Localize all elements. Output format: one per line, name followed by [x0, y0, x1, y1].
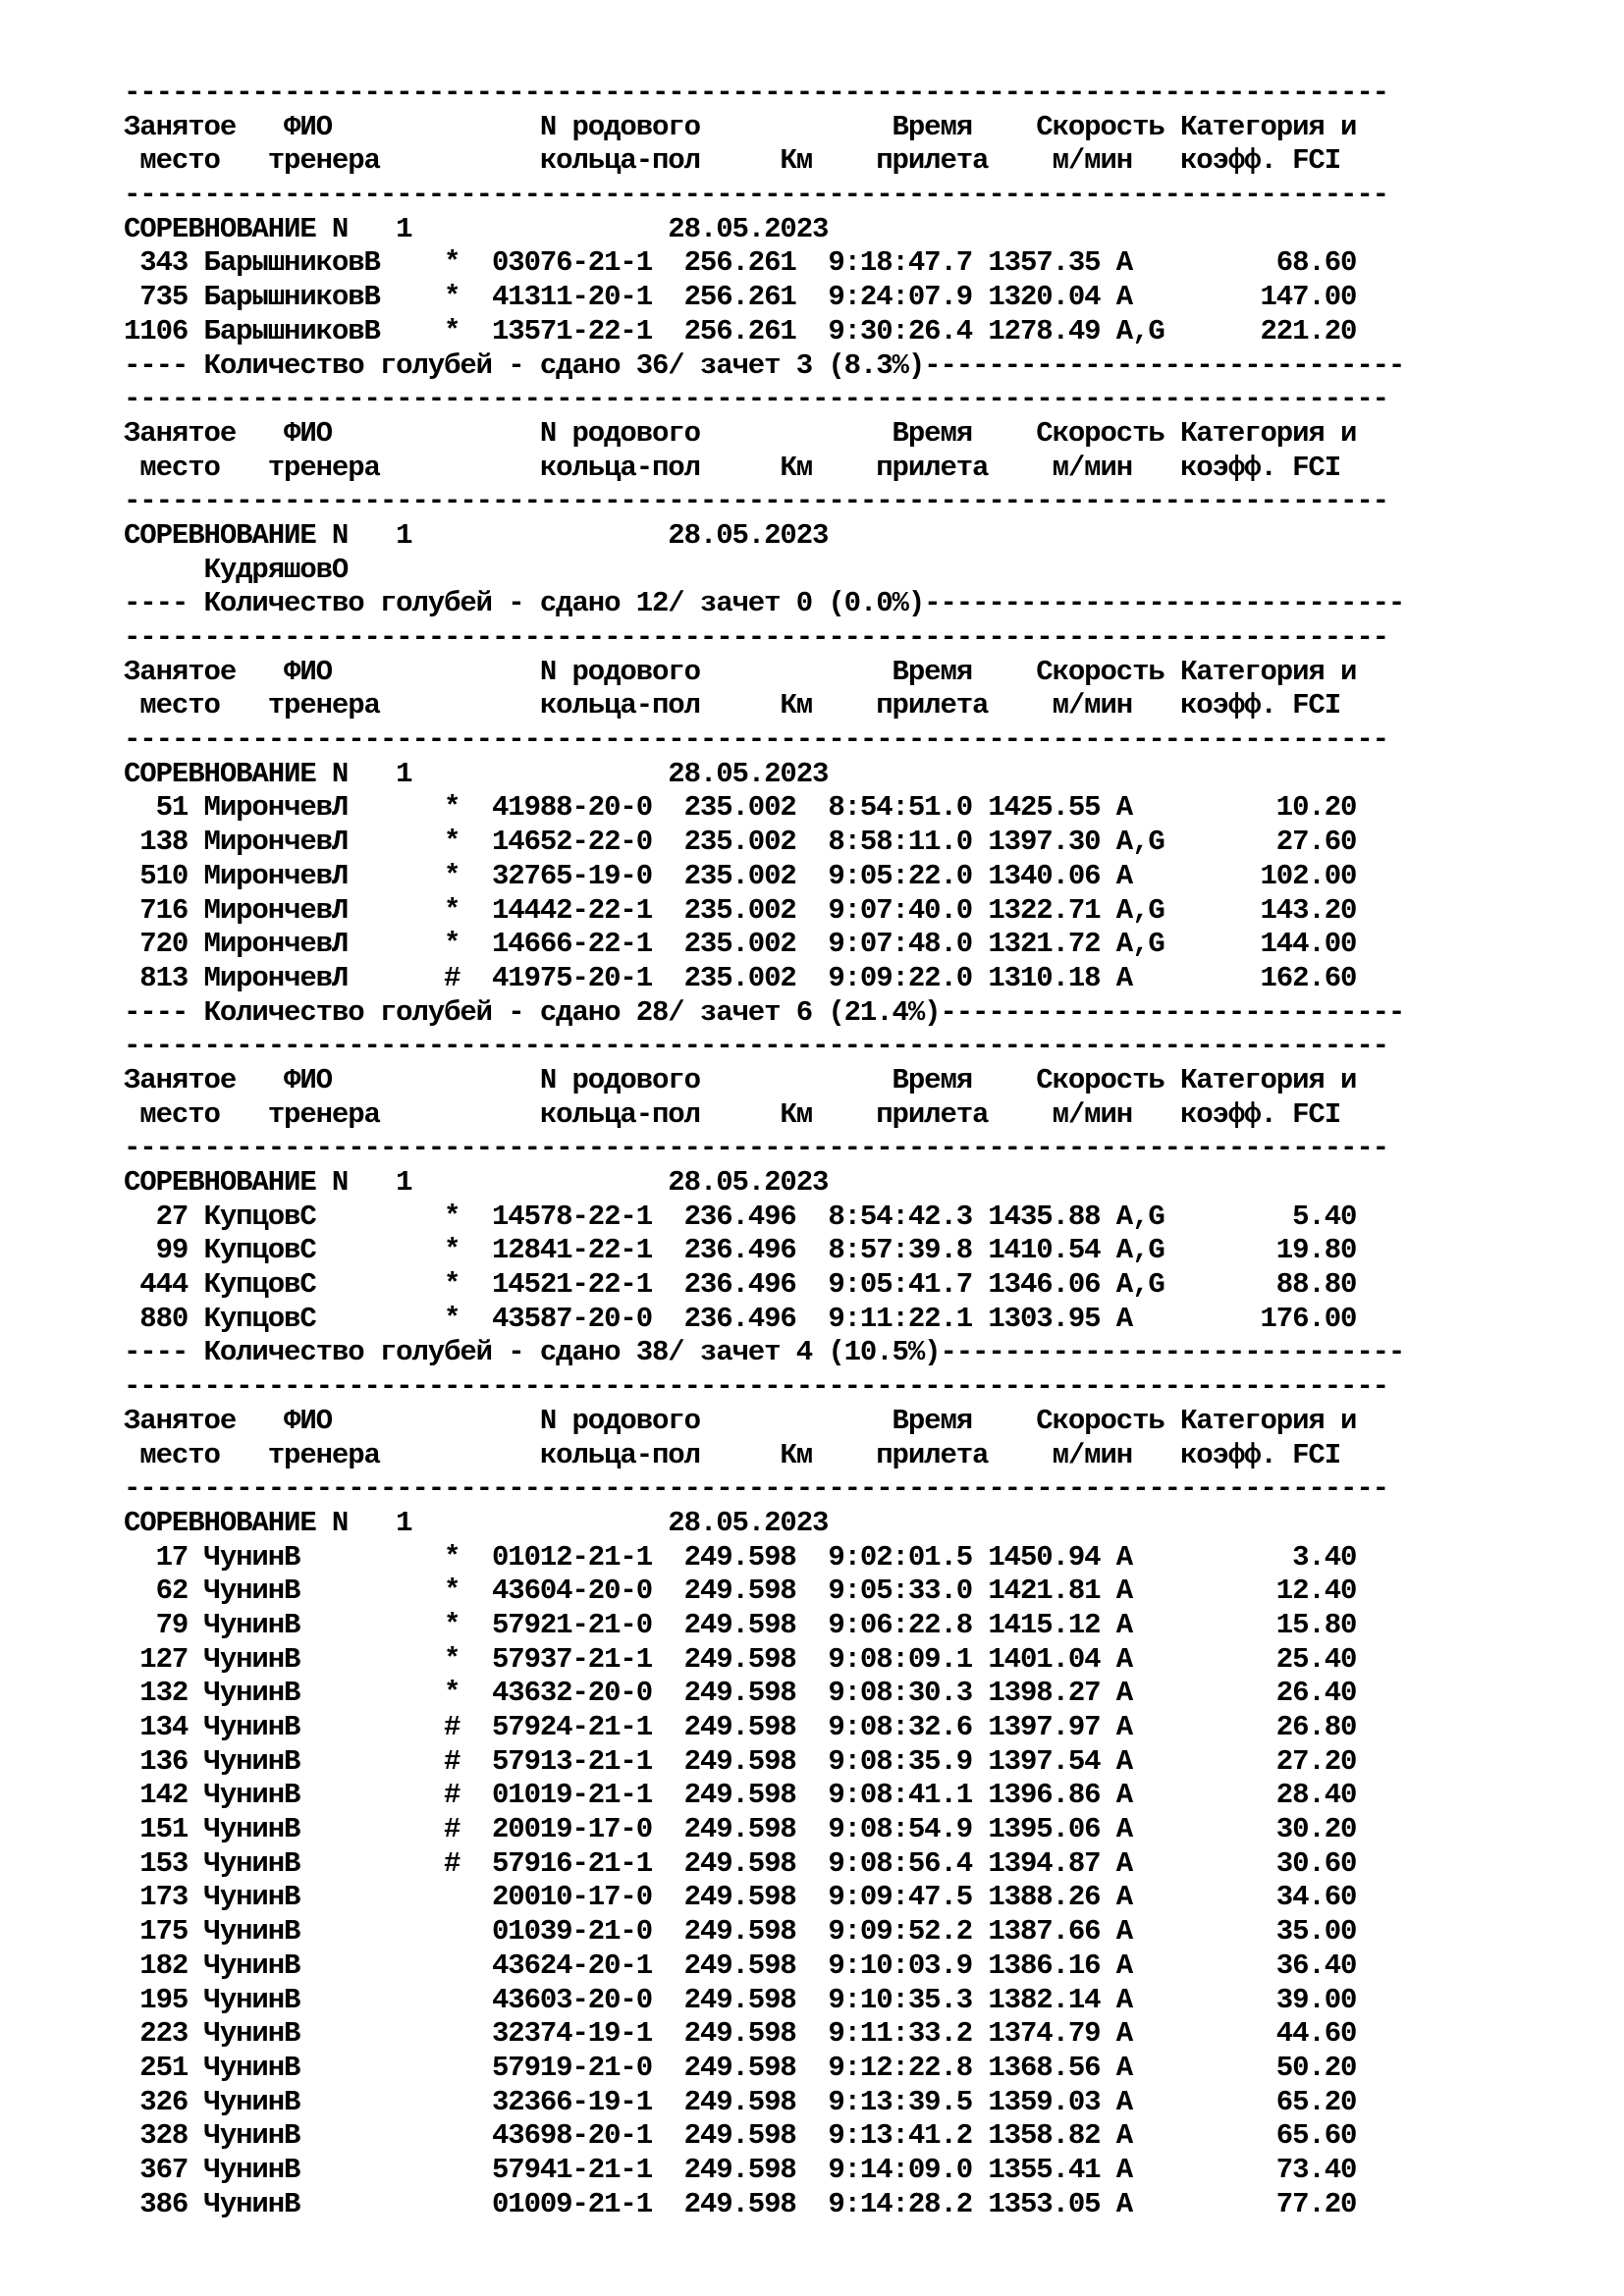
table-row: 134 ЧунинВ # 57924-21-1 249.598 9:08:32.6 1397.97 A 26.80 — [124, 1711, 1357, 1743]
table-row: 175 ЧунинВ 01039-21-0 249.598 9:09:52.2 1387.66 A 35.00 — [124, 1915, 1357, 1949]
table-row: 343 БарышниковВ * 03076-21-1 256.261 9:18:47.7 1357.35 A 68.60 — [124, 246, 1357, 280]
competition-line: СОРЕВНОВАНИЕ N 1 28.05.2023 — [124, 1506, 829, 1539]
separator-line: ------------------------------------------------------------------------------- — [124, 1030, 1388, 1063]
summary-line: ---- Количество голубей - сдано 12/ зачет 0 (0.0%)------------------------------ — [124, 587, 1405, 620]
table-row: 127 ЧунинВ * 57937-21-1 249.598 9:08:09.1 1401.04 A 25.40 — [124, 1642, 1357, 1676]
table-row: 367 ЧунинВ 57941-21-1 249.598 9:14:09.0 1355.41 A 73.40 — [124, 2153, 1357, 2186]
table-row: 132 ЧунинВ * 43632-20-0 249.598 9:08:30.3 1398.27 A 26.40 — [124, 1677, 1357, 1710]
trainer-line: КудряшовО — [124, 553, 349, 586]
column-header-line-1: Занятое ФИО N родового Время Скорость Категория и — [124, 1404, 1357, 1437]
column-header-line-1: Занятое ФИО N родового Время Скорость Категория и — [124, 1063, 1357, 1096]
separator-line: ------------------------------------------------------------------------------- — [124, 1132, 1388, 1165]
table-row: 151 ЧунинВ # 20019-17-0 249.598 9:08:54.9 1395.06 A 30.20 — [124, 1813, 1357, 1846]
table-row: 510 МирончевЛ * 32765-19-0 235.002 9:05:22.0 1340.06 A 102.00 — [124, 859, 1357, 892]
separator-line: ------------------------------------------------------------------------------- — [124, 77, 1388, 109]
summary-line: ---- Количество голубей - сдано 38/ зачет 4 (10.5%)----------------------------- — [124, 1336, 1405, 1369]
table-row: 79 ЧунинВ * 57921-21-0 249.598 9:06:22.8 1415.12 A 15.80 — [124, 1608, 1357, 1641]
table-row: 444 КупцовС * 14521-22-1 236.496 9:05:41.7 1346.06 A,G 88.80 — [124, 1268, 1357, 1302]
summary-line: ---- Количество голубей - сдано 28/ зачет 6 (21.4%)----------------------------- — [124, 995, 1405, 1029]
table-row: 173 ЧунинВ 20010-17-0 249.598 9:09:47.5 1388.26 A 34.60 — [124, 1881, 1357, 1914]
table-row: 99 КупцовС * 12841-22-1 236.496 8:57:39.8 1410.54 A,G 19.80 — [124, 1234, 1357, 1267]
table-row: 880 КупцовС * 43587-20-0 236.496 9:11:22.1 1303.95 A 176.00 — [124, 1302, 1357, 1335]
table-row: 1106 БарышниковВ * 13571-22-1 256.261 9:30:26.4 1278.49 A,G 221.20 — [124, 314, 1357, 347]
separator-line: ------------------------------------------------------------------------------- — [124, 1370, 1388, 1404]
separator-line: ------------------------------------------------------------------------------- — [124, 383, 1388, 416]
column-header-line-1: Занятое ФИО N родового Время Скорость Категория и — [124, 110, 1357, 143]
table-row: 716 МирончевЛ * 14442-22-1 235.002 9:07:40.0 1322.71 A,G 143.20 — [124, 893, 1357, 927]
table-row: 62 ЧунинВ * 43604-20-0 249.598 9:05:33.0 1421.81 A 12.40 — [124, 1575, 1357, 1608]
summary-line: ---- Количество голубей - сдано 36/ зачет 3 (8.3%)------------------------------ — [124, 348, 1405, 382]
table-row: 27 КупцовС * 14578-22-1 236.496 8:54:42.3 1435.88 A,G 5.40 — [124, 1200, 1357, 1233]
separator-line: ------------------------------------------------------------------------------- — [124, 1472, 1388, 1506]
table-row: 223 ЧунинВ 32374-19-1 249.598 9:11:33.2 1374.79 A 44.60 — [124, 2017, 1357, 2051]
table-row: 51 МирончевЛ * 41988-20-0 235.002 8:54:51.0 1425.55 A 10.20 — [124, 791, 1357, 825]
column-header-line-2: место тренера кольца-пол Км прилета м/мин коэфф. FCI — [124, 451, 1341, 484]
report-page — [124, 77, 1404, 2221]
column-header-line-2: место тренера кольца-пол Км прилета м/мин коэфф. FCI — [124, 144, 1341, 178]
competition-line: СОРЕВНОВАНИЕ N 1 28.05.2023 — [124, 1166, 829, 1199]
competition-line: СОРЕВНОВАНИЕ N 1 28.05.2023 — [124, 212, 829, 245]
separator-line: ------------------------------------------------------------------------------- — [124, 723, 1388, 757]
column-header-line-2: место тренера кольца-пол Км прилета м/мин коэфф. FCI — [124, 1097, 1341, 1131]
table-row: 153 ЧунинВ # 57916-21-1 249.598 9:08:56.4 1394.87 A 30.60 — [124, 1846, 1357, 1880]
table-row: 195 ЧунинВ 43603-20-0 249.598 9:10:35.3 1382.14 A 39.00 — [124, 1983, 1357, 2016]
separator-line: ------------------------------------------------------------------------------- — [124, 179, 1388, 212]
table-row: 735 БарышниковВ * 41311-20-1 256.261 9:24:07.9 1320.04 A 147.00 — [124, 281, 1357, 314]
table-row: 720 МирончевЛ * 14666-22-1 235.002 9:07:48.0 1321.72 A,G 144.00 — [124, 928, 1357, 961]
table-row: 142 ЧунинВ # 01019-21-1 249.598 9:08:41.1 1396.86 A 28.40 — [124, 1779, 1357, 1812]
table-row: 813 МирончевЛ # 41975-20-1 235.002 9:09:22.0 1310.18 A 162.60 — [124, 961, 1357, 994]
competition-line: СОРЕВНОВАНИЕ N 1 28.05.2023 — [124, 757, 829, 790]
separator-line: ------------------------------------------------------------------------------- — [124, 485, 1388, 518]
column-header-line-1: Занятое ФИО N родового Время Скорость Категория и — [124, 416, 1357, 450]
competition-line: СОРЕВНОВАНИЕ N 1 28.05.2023 — [124, 518, 829, 552]
table-row: 326 ЧунинВ 32366-19-1 249.598 9:13:39.5 1359.03 A 65.20 — [124, 2085, 1357, 2118]
separator-line: ------------------------------------------------------------------------------- — [124, 621, 1388, 654]
table-row: 136 ЧунинВ # 57913-21-1 249.598 9:08:35.9 1397.54 A 27.20 — [124, 1744, 1357, 1778]
column-header-line-2: место тренера кольца-пол Км прилета м/мин коэфф. FCI — [124, 689, 1341, 722]
table-row: 17 ЧунинВ * 01012-21-1 249.598 9:02:01.5 1450.94 A 3.40 — [124, 1540, 1357, 1574]
table-row: 328 ЧунинВ 43698-20-1 249.598 9:13:41.2 1358.82 A 65.60 — [124, 2119, 1357, 2153]
column-header-line-2: место тренера кольца-пол Км прилета м/мин коэфф. FCI — [124, 1438, 1341, 1471]
table-row: 251 ЧунинВ 57919-21-0 249.598 9:12:22.8 1368.56 A 50.20 — [124, 2051, 1357, 2084]
table-row: 138 МирончевЛ * 14652-22-0 235.002 8:58:11.0 1397.30 A,G 27.60 — [124, 826, 1357, 859]
table-row: 386 ЧунинВ 01009-21-1 249.598 9:14:28.2 1353.05 A 77.20 — [124, 2187, 1357, 2220]
column-header-line-1: Занятое ФИО N родового Время Скорость Категория и — [124, 655, 1357, 688]
table-row: 182 ЧунинВ 43624-20-1 249.598 9:10:03.9 1386.16 A 36.40 — [124, 1949, 1357, 1982]
